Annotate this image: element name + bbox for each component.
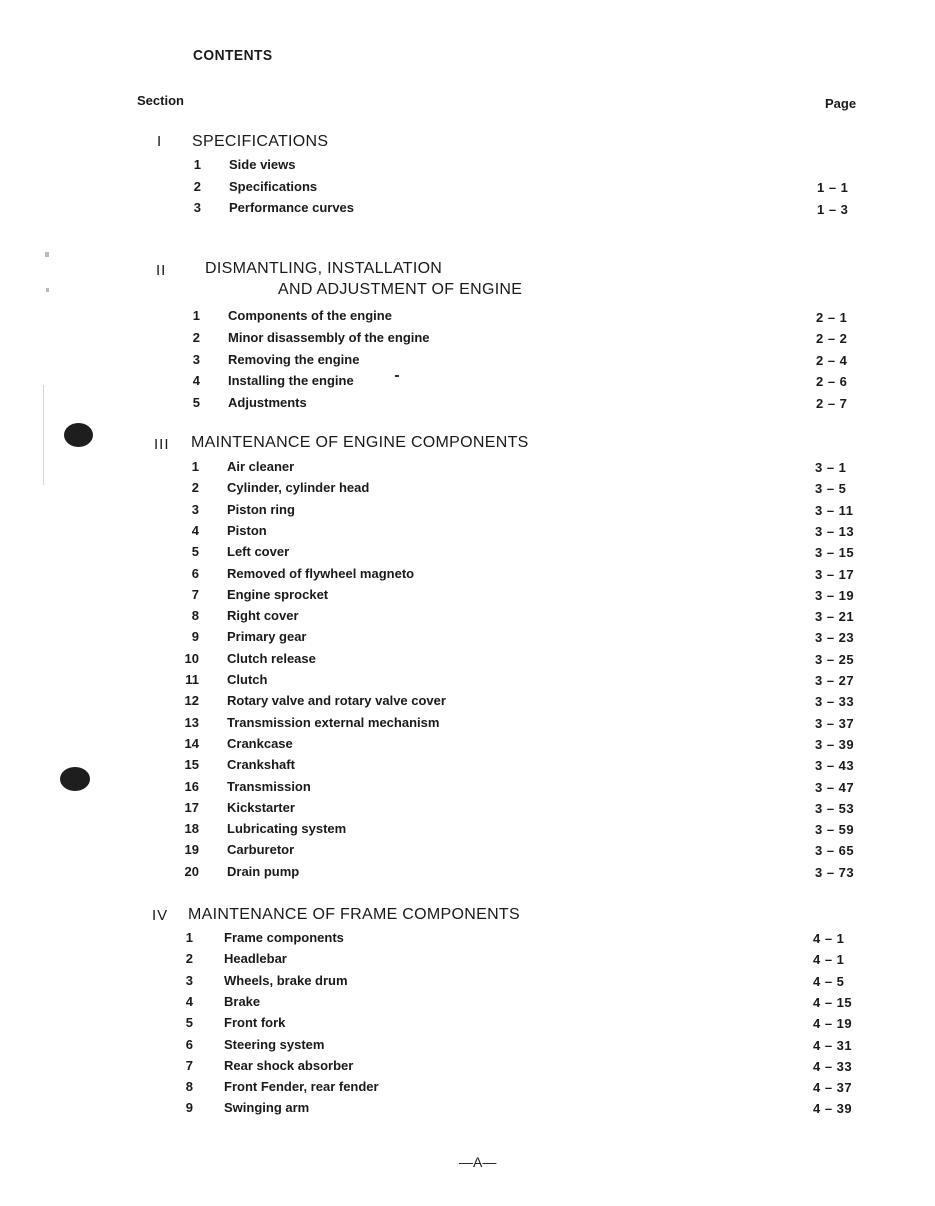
item-page: 2 – 1 [816,310,848,325]
section-numeral: II [156,262,167,279]
item-number: 4 [192,373,200,388]
item-label: Left cover [227,544,290,560]
item-page: 3 – 33 [815,694,855,710]
item-label: Installing the engine [228,373,354,388]
item-page: 3 – 1 [815,460,847,475]
page-marker: —A— [459,1154,497,1170]
item-number: 3 [192,352,200,367]
item-number: 3 [185,972,193,988]
item-page: 1 – 1 [817,180,849,195]
item-label: Wheels, brake drum [224,972,348,988]
item-number: 16 [184,778,199,794]
item-number: 5 [191,544,199,560]
item-page: 4 – 19 [813,1016,853,1032]
section-title: MAINTENANCE OF ENGINE COMPONENTS [191,434,529,451]
item-label: Kickstarter [227,799,295,815]
item-label: Frame components [224,930,344,945]
item-number: 12 [184,693,199,709]
item-number: 2 [191,480,199,496]
item-number: 1 [193,157,201,172]
item-label: Engine sprocket [227,586,329,602]
section-column-header: Section [137,93,184,108]
item-page: 3 – 47 [815,779,855,795]
item-number: 1 [185,930,193,945]
item-page: 2 – 4 [816,353,848,368]
item-label: Components of the engine [228,308,392,323]
item-label: Headlebar [224,951,287,967]
item-page: 1 – 3 [817,202,849,217]
item-label: Clutch [227,672,268,687]
item-page: 4 – 1 [813,931,845,946]
item-number: 11 [185,672,199,687]
item-number: 8 [191,608,199,624]
item-label: Transmission [227,778,311,794]
item-page: 3 – 73 [815,864,855,880]
item-label: Removed of flywheel magneto [227,565,415,581]
binder-hole [64,423,93,447]
item-label: Crankcase [227,735,293,751]
item-number: 4 [185,993,193,1009]
item-page: 4 – 37 [813,1080,853,1096]
section-title: SPECIFICATIONS [192,133,329,150]
item-number: 2 [193,179,201,194]
binder-hole [60,767,90,791]
section-title: MAINTENANCE OF FRAME COMPONENTS [188,906,520,923]
item-number: 18 [184,821,199,837]
item-number: 10 [184,650,199,666]
item-number: 9 [191,629,199,645]
item-label: Primary gear [227,629,307,645]
item-label: Adjustments [228,395,307,410]
item-number: 17 [184,799,199,815]
item-label: Swinging arm [224,1100,310,1116]
item-label: Performance curves [229,200,355,215]
section-title-continued: AND ADJUSTMENT OF ENGINE [278,281,523,298]
item-page: 3 – 43 [815,758,855,774]
item-label: Brake [224,993,261,1009]
item-number: 7 [191,586,199,602]
item-label: Clutch release [227,650,316,666]
item-number: 2 [185,951,193,967]
item-number: 15 [184,757,199,773]
item-label: Lubricating system [227,821,347,837]
page-column-header: Page [825,96,857,111]
item-number: 8 [185,1079,193,1095]
item-page: 4 – 15 [813,994,853,1010]
item-label: Right cover [227,608,299,624]
section-numeral: IV [152,907,169,924]
item-page: 4 – 31 [813,1037,853,1053]
item-page: 3 – 11 [815,502,854,518]
item-label: Carburetor [227,842,295,858]
scan-speck [45,252,49,257]
item-page: 2 – 2 [816,331,848,346]
item-number: 3 [193,200,201,215]
item-label: Steering system [224,1036,325,1052]
item-label: Minor disassembly of the engine [228,330,430,345]
item-page: 3 – 5 [815,481,847,497]
item-label: Drain pump [227,863,300,879]
item-label: Piston ring [227,501,295,517]
item-number: 5 [185,1015,193,1031]
item-page: 3 – 39 [815,736,855,752]
item-page: 3 – 25 [815,651,855,667]
item-page: 4 – 33 [813,1058,853,1074]
item-label: Removing the engine [228,352,360,367]
scan-speck [46,288,49,292]
item-label: Side views [229,157,296,172]
item-page: 3 – 53 [815,800,855,816]
item-number: 3 [191,501,199,517]
item-page: 2 – 6 [816,374,848,389]
item-number: 20 [184,863,199,879]
item-page: 3 – 17 [815,566,855,582]
item-label: Piston [227,522,267,538]
item-number: 6 [191,565,199,581]
section-title: DISMANTLING, INSTALLATION [205,260,443,277]
item-label: Rear shock absorber [224,1057,354,1073]
item-page: 3 – 13 [815,523,855,539]
item-page: 3 – 19 [815,587,855,603]
item-page: 4 – 1 [813,952,845,968]
item-page: 3 – 15 [815,545,855,561]
item-label: Crankshaft [227,757,295,773]
item-number: 1 [192,308,200,323]
item-page: 4 – 39 [813,1101,853,1117]
item-label: Transmission external mechanism [227,714,440,730]
item-label: Rotary valve and rotary valve cover [227,693,446,709]
item-label: Specifications [229,179,318,194]
item-label: Front Fender, rear fender [224,1079,379,1095]
item-page: 3 – 65 [815,843,855,859]
item-label: Front fork [224,1015,286,1031]
item-number: 14 [184,735,199,751]
scan-edge-mark [43,385,44,485]
item-page: 2 – 7 [816,396,848,411]
item-number: 7 [185,1057,193,1073]
item-number: 6 [185,1036,193,1052]
item-label: Cylinder, cylinder head [227,480,370,496]
item-page: 4 – 5 [813,973,845,989]
scan-speck [395,375,399,377]
item-number: 4 [191,522,199,538]
item-page: 3 – 59 [815,822,855,838]
item-page: 3 – 21 [815,609,855,625]
item-number: 19 [184,842,199,858]
item-page: 3 – 23 [815,630,855,646]
item-number: 1 [191,459,199,474]
item-label: Air cleaner [227,459,295,474]
item-number: 13 [184,714,199,730]
section-numeral: I [157,133,163,150]
item-number: 9 [185,1100,193,1116]
item-number: 5 [192,395,200,410]
section-numeral: III [154,436,170,453]
item-page: 3 – 27 [815,673,855,688]
item-page: 3 – 37 [815,715,855,731]
page-title: CONTENTS [193,47,273,64]
item-number: 2 [192,330,200,345]
